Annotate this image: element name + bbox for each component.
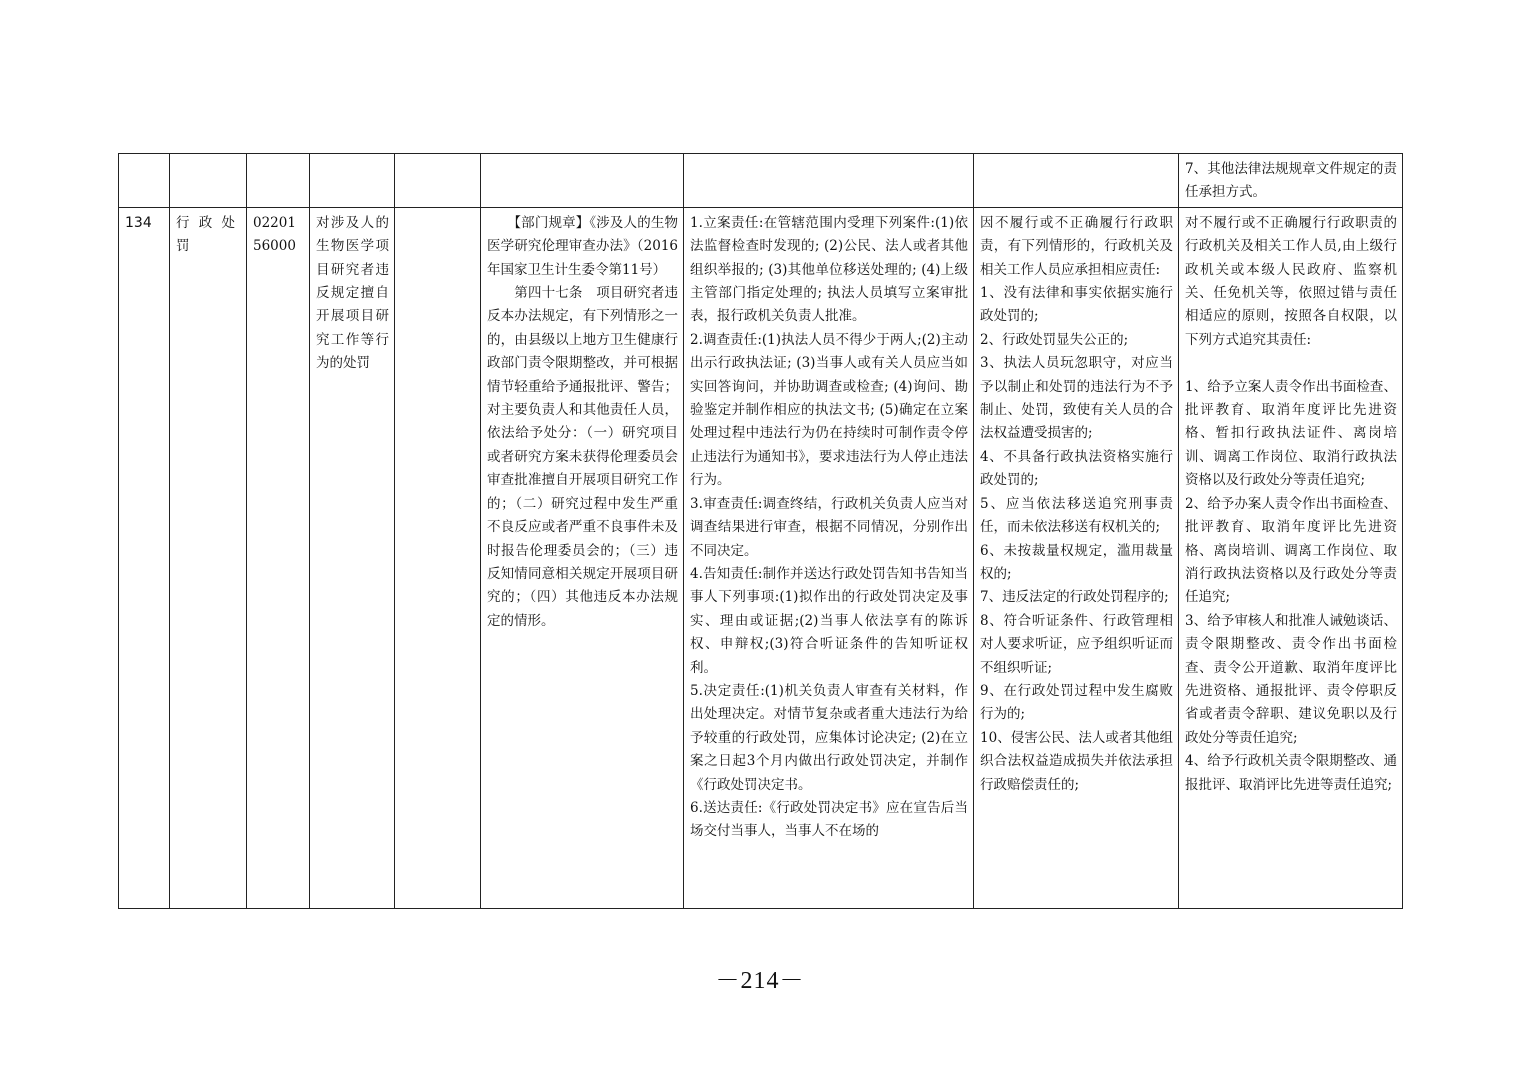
table-row-134: [119, 207, 1403, 908]
cell-code: [247, 154, 310, 208]
page-number: －214－: [715, 968, 805, 994]
cell-accountability: [974, 207, 1179, 908]
category-text: 行政处罚: [176, 214, 241, 255]
item-name-text: 对涉及人的生物医学项目研究者违反规定擅自开展项目研究工作等行为的处罚: [316, 214, 389, 372]
cell-pursuit: [1179, 207, 1403, 908]
cell-responsibility: [684, 207, 974, 908]
accountability-text: 因不履行或不正确履行行政职责，有下列情形的，行政机关及相关工作人员应承担相应责任: 1、没有法律和事实依据实施行政处罚的; 2、行政处罚显失公正的; 3、执法人员玩忽职守，对应当予以制止和处罚的违法行为不予制止、处罚，致使有关人员的合法权益遭受损害的; 4、不具备行政执法资格实施行政处罚的; 5、应当依法移送追究刑事责任，而未依法移送有权机关的; 6、未按裁量权规定，滥用裁量权的; 7、违反法定的行政处罚程序的; 8、符合听证条件、行政管理相对人要求听证，应予组织听证而不组织听证; 9、在行政处罚过程中发生腐败行为的; 10、侵害公民、法人或者其他组织合法权益造成损失并依法承担行政赔偿责任的;: [980, 214, 1173, 793]
table-row-continuation: [119, 154, 1403, 208]
cell-seq: [119, 207, 170, 908]
cell-basis: [481, 154, 684, 208]
cell-code: [247, 207, 310, 908]
cell-sub-item: [395, 207, 481, 908]
cell-category: [170, 207, 247, 908]
cell-item-name: [310, 154, 395, 208]
cell-responsibility: [684, 154, 974, 208]
cell-category: [170, 154, 247, 208]
cell-item-name: [310, 207, 395, 908]
responsibility-table: [118, 153, 1403, 909]
cell-accountability: [974, 154, 1179, 208]
cell-pursuit: [1179, 154, 1403, 208]
cell-seq: [119, 154, 170, 208]
seq-number: 134: [125, 214, 152, 231]
pursuit-text: 对不履行或不正确履行行政职责的行政机关及相关工作人员,由上级行政机关或本级人民政府、监察机关、任免机关等，依照过错与责任相适应的原则，按照各自权限，以下列方式追究其责任: 1、给予立案人责令作出书面检查、批评教育、取消年度评比先进资格、暂扣行政执法证件、离岗培训、调离工作岗位、取消行政执法资格以及行政处分等责任追究; 2、给予办案人责令作出书面检查、批评教育、取消年度评比先进资格、离岗培训、调离工作岗位、取消行政执法资格以及行政处分等责任追究; 3、给予审核人和批准人诫勉谈话、责令限期整改、责令作出书面检查、责令公开道歉、取消年度评比先进资格、通报批评、责令停职反省或者责令辞职、建议免职以及行政处分等责任追究; 4、给予行政机关责令限期整改、通报批评、取消评比先进等责任追究;: [1185, 214, 1397, 793]
cell-sub-item: [395, 154, 481, 208]
responsibility-text: 1.立案责任:在管辖范围内受理下列案件:(1)依法监督检查时发现的; (2)公民、法人或者其他组织举报的; (3)其他单位移送处理的; (4)上级主管部门指定处理的; 执法人员填写立案审批表，报行政机关负责人批准。 2.调查责任:(1)执法人员不得少于两人;(2)主动出示行政执法证; (3)当事人或有关人员应当如实回答询问，并协助调查或检查; (4)询问、勘验鉴定并制作相应的执法文书; (5)确定在立案处理过程中违法行为仍在持续时可制作责令停止违法行为通知书》，要求违法行为人停止违法行为。 3.审查责任:调查终结，行政机关负责人应当对调查结果进行审查，根据不同情况，分别作出不同决定。 4.告知责任:制作并送达行政处罚告知书告知当事人下列事项:(1)拟作出的行政处罚决定及事实、理由或证据;(2)当事人依法享有的陈诉权、申辩权;(3)符合听证条件的告知听证权利。 5.决定责任:(1)机关负责人审查有关材料，作出处理决定。对情节复杂或者重大违法行为给予较重的行政处罚，应集体讨论决定; (2)在立案之日起3个月内做出行政处罚决定，并制作《行政处罚决定书。 6.送达责任:《行政处罚决定书》应在宣告后当场交付当事人，当事人不在场的: [690, 214, 968, 840]
basis-text: 【部门规章】《涉及人的生物医学研究伦理审查办法》（2016年国家卫生计生委令第11号） 第四十七条 项目研究者违反本办法规定，有下列情形之一的，由县级以上地方卫生健康行政部门责令限期整改，并可根据情节轻重给予通报批评、警告；对主要负责人和其他责任人员，依法给予处分：（一）研究项目或者研究方案未获得伦理委员会审查批准擅自开展项目研究工作的；（二）研究过程中发生严重不良反应或者严重不良事件未及时报告伦理委员会的；（三）违反知情同意相关规定开展项目研究的；（四）其他违反本办法规定的情形。: [487, 214, 678, 629]
code-text: 02201 56000: [253, 214, 296, 255]
pursuit-text-continuation: 7、其他法律法规规章文件规定的责任承担方式。: [1185, 161, 1397, 201]
cell-basis: [481, 207, 684, 908]
